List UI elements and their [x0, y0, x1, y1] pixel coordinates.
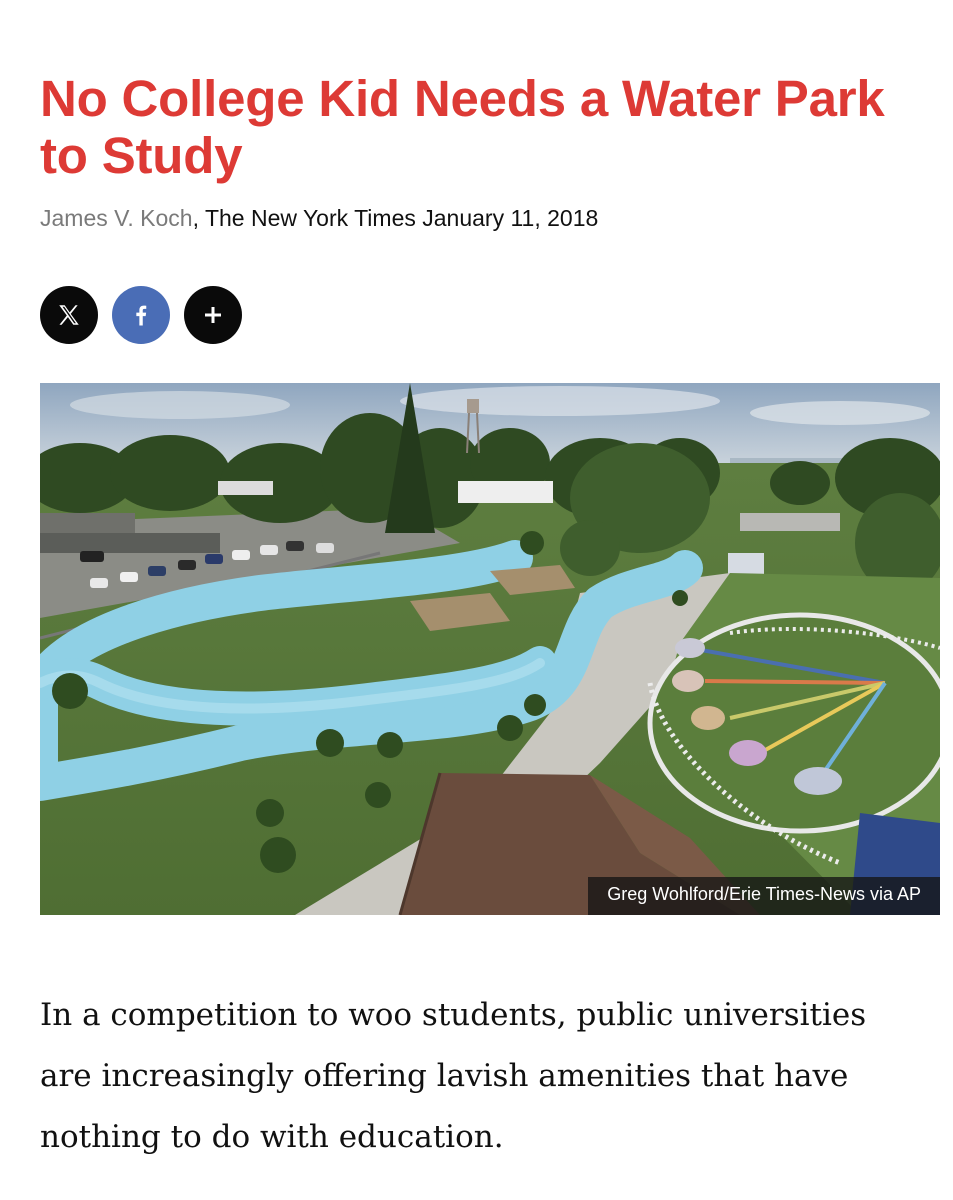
- author-link[interactable]: James V. Koch: [40, 205, 193, 231]
- share-bar: [40, 286, 242, 344]
- article-photo: [40, 383, 940, 915]
- plus-icon: [202, 304, 224, 326]
- headline: No College Kid Needs a Water Park to Study: [40, 70, 885, 184]
- x-logo-icon: [56, 302, 82, 328]
- facebook-icon: [127, 301, 155, 329]
- publication-date: , The New York Times January 11, 2018: [192, 205, 599, 231]
- share-facebook-button[interactable]: [112, 286, 170, 344]
- byline: [40, 205, 598, 232]
- share-x-button[interactable]: [40, 286, 98, 344]
- share-more-button[interactable]: [184, 286, 242, 344]
- article-lede: In a competition to woo students, public universities are increasingly offering lavish amenities that have nothing to do with education.: [40, 997, 867, 1155]
- photo-credit: Greg Wohlford/Erie Times-News via AP: [588, 877, 940, 915]
